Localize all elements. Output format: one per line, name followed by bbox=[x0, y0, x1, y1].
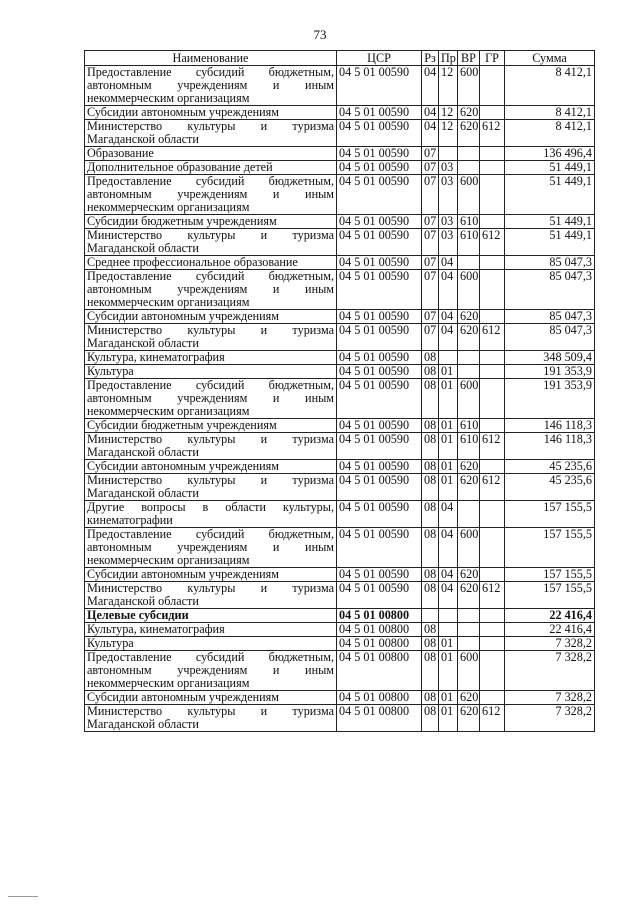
cell-sum: 22 416,4 bbox=[505, 623, 595, 637]
cell-vr: 620 bbox=[458, 474, 480, 501]
cell-gr bbox=[480, 147, 505, 161]
cell-gr bbox=[480, 651, 505, 691]
cell-gr: 612 bbox=[480, 433, 505, 460]
cell-name: Субсидии автономным учреждениям bbox=[85, 568, 337, 582]
cell-sum: 157 155,5 bbox=[505, 582, 595, 609]
cell-gr bbox=[480, 501, 505, 528]
cell-name: Культура bbox=[85, 365, 337, 379]
cell-name: Предоставление субсидий бюджетным, автономным учреждениям и иным некоммерческим организациям bbox=[85, 379, 337, 419]
cell-name: Предоставление субсидий бюджетным, автономным учреждениям и иным некоммерческим организациям bbox=[85, 270, 337, 310]
cell-vr: 610 bbox=[458, 215, 480, 229]
cell-rz: 07 bbox=[422, 215, 439, 229]
table-row bbox=[85, 229, 595, 256]
cell-pr: 12 bbox=[439, 66, 458, 106]
cell-sum: 7 328,2 bbox=[505, 651, 595, 691]
table-row bbox=[85, 419, 595, 433]
header-gr: ГР bbox=[480, 51, 505, 66]
cell-pr bbox=[439, 147, 458, 161]
cell-rz: 07 bbox=[422, 175, 439, 215]
cell-sum: 157 155,5 bbox=[505, 501, 595, 528]
cell-gr bbox=[480, 623, 505, 637]
cell-vr bbox=[458, 161, 480, 175]
cell-gr bbox=[480, 175, 505, 215]
cell-rz: 08 bbox=[422, 582, 439, 609]
cell-name: Культура, кинематография bbox=[85, 351, 337, 365]
cell-pr: 01 bbox=[439, 651, 458, 691]
cell-rz: 08 bbox=[422, 705, 439, 732]
cell-rz: 04 bbox=[422, 66, 439, 106]
cell-gr: 612 bbox=[480, 582, 505, 609]
cell-vr: 610 bbox=[458, 419, 480, 433]
cell-sum: 51 449,1 bbox=[505, 161, 595, 175]
cell-csr: 04 5 01 00590 bbox=[337, 324, 422, 351]
cell-rz: 07 bbox=[422, 229, 439, 256]
table-row bbox=[85, 379, 595, 419]
cell-gr: 612 bbox=[480, 474, 505, 501]
table-row bbox=[85, 568, 595, 582]
header-csr: ЦСР bbox=[337, 51, 422, 66]
header-row bbox=[85, 51, 595, 66]
cell-gr bbox=[480, 270, 505, 310]
cell-sum: 45 235,6 bbox=[505, 460, 595, 474]
cell-csr: 04 5 01 00590 bbox=[337, 175, 422, 215]
cell-vr: 620 bbox=[458, 106, 480, 120]
cell-pr: 12 bbox=[439, 120, 458, 147]
cell-name: Министерство культуры и туризма Магаданской области bbox=[85, 324, 337, 351]
cell-csr: 04 5 01 00800 bbox=[337, 705, 422, 732]
cell-rz: 04 bbox=[422, 106, 439, 120]
cell-pr: 01 bbox=[439, 705, 458, 732]
cell-csr: 04 5 01 00800 bbox=[337, 651, 422, 691]
table-row bbox=[85, 433, 595, 460]
cell-rz: 08 bbox=[422, 460, 439, 474]
cell-sum: 8 412,1 bbox=[505, 106, 595, 120]
cell-sum: 348 509,4 bbox=[505, 351, 595, 365]
cell-csr: 04 5 01 00800 bbox=[337, 637, 422, 651]
table-row bbox=[85, 623, 595, 637]
cell-name: Субсидии бюджетным учреждениям bbox=[85, 419, 337, 433]
table-row bbox=[85, 270, 595, 310]
header-vr: ВР bbox=[458, 51, 480, 66]
cell-name: Субсидии автономным учреждениям bbox=[85, 310, 337, 324]
cell-csr: 04 5 01 00590 bbox=[337, 106, 422, 120]
header-rz: Рз bbox=[422, 51, 439, 66]
cell-gr bbox=[480, 215, 505, 229]
cell-pr: 03 bbox=[439, 175, 458, 215]
table-row bbox=[85, 609, 595, 623]
cell-vr: 620 bbox=[458, 568, 480, 582]
cell-name: Предоставление субсидий бюджетным, автономным учреждениям и иным некоммерческим организациям bbox=[85, 175, 337, 215]
cell-pr: 04 bbox=[439, 310, 458, 324]
cell-pr: 04 bbox=[439, 256, 458, 270]
cell-vr bbox=[458, 365, 480, 379]
cell-vr: 620 bbox=[458, 310, 480, 324]
cell-rz: 04 bbox=[422, 120, 439, 147]
cell-gr: 612 bbox=[480, 229, 505, 256]
cell-csr: 04 5 01 00800 bbox=[337, 623, 422, 637]
footer-mark bbox=[8, 896, 38, 897]
cell-name: Министерство культуры и туризма Магаданской области bbox=[85, 120, 337, 147]
cell-rz: 08 bbox=[422, 623, 439, 637]
cell-vr: 610 bbox=[458, 433, 480, 460]
table-row bbox=[85, 120, 595, 147]
cell-rz: 07 bbox=[422, 161, 439, 175]
cell-rz: 08 bbox=[422, 365, 439, 379]
table-row bbox=[85, 474, 595, 501]
cell-csr: 04 5 01 00800 bbox=[337, 609, 422, 623]
cell-csr: 04 5 01 00590 bbox=[337, 270, 422, 310]
cell-pr: 04 bbox=[439, 568, 458, 582]
table-row bbox=[85, 106, 595, 120]
cell-csr: 04 5 01 00590 bbox=[337, 501, 422, 528]
cell-sum: 8 412,1 bbox=[505, 66, 595, 106]
table-row bbox=[85, 582, 595, 609]
table-row bbox=[85, 324, 595, 351]
cell-sum: 8 412,1 bbox=[505, 120, 595, 147]
cell-pr: 01 bbox=[439, 637, 458, 651]
cell-pr: 01 bbox=[439, 460, 458, 474]
cell-vr: 610 bbox=[458, 229, 480, 256]
cell-name: Субсидии автономным учреждениям bbox=[85, 460, 337, 474]
cell-csr: 04 5 01 00590 bbox=[337, 351, 422, 365]
cell-csr: 04 5 01 00590 bbox=[337, 433, 422, 460]
cell-gr bbox=[480, 528, 505, 568]
cell-rz: 08 bbox=[422, 433, 439, 460]
cell-rz: 08 bbox=[422, 528, 439, 568]
cell-vr bbox=[458, 623, 480, 637]
cell-gr bbox=[480, 691, 505, 705]
table-row bbox=[85, 691, 595, 705]
cell-gr bbox=[480, 106, 505, 120]
table-row bbox=[85, 256, 595, 270]
cell-csr: 04 5 01 00590 bbox=[337, 365, 422, 379]
cell-rz: 07 bbox=[422, 310, 439, 324]
cell-vr: 620 bbox=[458, 582, 480, 609]
cell-sum: 85 047,3 bbox=[505, 310, 595, 324]
cell-vr: 600 bbox=[458, 175, 480, 215]
cell-gr bbox=[480, 310, 505, 324]
cell-vr: 620 bbox=[458, 460, 480, 474]
cell-pr: 01 bbox=[439, 691, 458, 705]
header-sum: Сумма bbox=[505, 51, 595, 66]
table-row bbox=[85, 215, 595, 229]
cell-rz: 08 bbox=[422, 691, 439, 705]
cell-gr bbox=[480, 419, 505, 433]
cell-gr: 612 bbox=[480, 120, 505, 147]
cell-sum: 191 353,9 bbox=[505, 379, 595, 419]
cell-pr: 01 bbox=[439, 474, 458, 501]
budget-table bbox=[84, 50, 595, 732]
cell-sum: 7 328,2 bbox=[505, 691, 595, 705]
cell-csr: 04 5 01 00590 bbox=[337, 568, 422, 582]
table-row bbox=[85, 460, 595, 474]
cell-sum: 157 155,5 bbox=[505, 528, 595, 568]
cell-pr: 01 bbox=[439, 365, 458, 379]
cell-pr: 01 bbox=[439, 379, 458, 419]
cell-gr bbox=[480, 609, 505, 623]
cell-pr: 04 bbox=[439, 501, 458, 528]
cell-pr bbox=[439, 609, 458, 623]
table-row bbox=[85, 175, 595, 215]
cell-pr: 04 bbox=[439, 528, 458, 568]
cell-name: Министерство культуры и туризма Магаданской области bbox=[85, 474, 337, 501]
cell-rz: 08 bbox=[422, 568, 439, 582]
cell-rz: 08 bbox=[422, 419, 439, 433]
cell-gr: 612 bbox=[480, 705, 505, 732]
cell-name: Субсидии автономным учреждениям bbox=[85, 691, 337, 705]
cell-csr: 04 5 01 00590 bbox=[337, 419, 422, 433]
cell-name: Целевые субсидии bbox=[85, 609, 337, 623]
table-row bbox=[85, 66, 595, 106]
cell-gr: 612 bbox=[480, 324, 505, 351]
table-body bbox=[85, 66, 595, 732]
cell-sum: 157 155,5 bbox=[505, 568, 595, 582]
cell-rz: 07 bbox=[422, 147, 439, 161]
cell-sum: 85 047,3 bbox=[505, 324, 595, 351]
cell-pr: 04 bbox=[439, 582, 458, 609]
cell-csr: 04 5 01 00590 bbox=[337, 528, 422, 568]
cell-pr: 03 bbox=[439, 161, 458, 175]
cell-sum: 7 328,2 bbox=[505, 637, 595, 651]
cell-rz: 08 bbox=[422, 637, 439, 651]
cell-name: Министерство культуры и туризма Магаданской области bbox=[85, 229, 337, 256]
cell-sum: 22 416,4 bbox=[505, 609, 595, 623]
cell-name: Среднее профессиональное образование bbox=[85, 256, 337, 270]
cell-gr bbox=[480, 637, 505, 651]
cell-gr bbox=[480, 568, 505, 582]
cell-name: Министерство культуры и туризма Магаданской области bbox=[85, 582, 337, 609]
cell-name: Министерство культуры и туризма Магаданской области bbox=[85, 433, 337, 460]
cell-name: Другие вопросы в области культуры, кинематографии bbox=[85, 501, 337, 528]
table-row bbox=[85, 528, 595, 568]
cell-vr bbox=[458, 609, 480, 623]
cell-name: Дополнительное образование детей bbox=[85, 161, 337, 175]
table-row bbox=[85, 161, 595, 175]
cell-sum: 7 328,2 bbox=[505, 705, 595, 732]
cell-gr bbox=[480, 66, 505, 106]
cell-rz: 08 bbox=[422, 351, 439, 365]
page-number: 73 bbox=[313, 27, 327, 42]
cell-sum: 191 353,9 bbox=[505, 365, 595, 379]
cell-csr: 04 5 01 00590 bbox=[337, 161, 422, 175]
table-row bbox=[85, 310, 595, 324]
cell-vr bbox=[458, 256, 480, 270]
cell-name: Министерство культуры и туризма Магаданской области bbox=[85, 705, 337, 732]
cell-vr: 620 bbox=[458, 705, 480, 732]
cell-vr: 600 bbox=[458, 270, 480, 310]
cell-sum: 146 118,3 bbox=[505, 433, 595, 460]
cell-pr bbox=[439, 351, 458, 365]
cell-pr: 12 bbox=[439, 106, 458, 120]
cell-vr: 620 bbox=[458, 120, 480, 147]
table-row bbox=[85, 705, 595, 732]
cell-vr: 600 bbox=[458, 528, 480, 568]
cell-vr: 600 bbox=[458, 651, 480, 691]
cell-sum: 51 449,1 bbox=[505, 229, 595, 256]
cell-csr: 04 5 01 00590 bbox=[337, 147, 422, 161]
cell-sum: 45 235,6 bbox=[505, 474, 595, 501]
cell-name: Предоставление субсидий бюджетным, автономным учреждениям и иным некоммерческим организациям bbox=[85, 528, 337, 568]
cell-pr: 04 bbox=[439, 324, 458, 351]
table-row bbox=[85, 147, 595, 161]
cell-csr: 04 5 01 00590 bbox=[337, 474, 422, 501]
cell-vr: 600 bbox=[458, 379, 480, 419]
cell-pr: 01 bbox=[439, 433, 458, 460]
cell-csr: 04 5 01 00800 bbox=[337, 691, 422, 705]
cell-name: Предоставление субсидий бюджетным, автономным учреждениям и иным некоммерческим организациям bbox=[85, 651, 337, 691]
cell-csr: 04 5 01 00590 bbox=[337, 256, 422, 270]
cell-sum: 85 047,3 bbox=[505, 270, 595, 310]
cell-csr: 04 5 01 00590 bbox=[337, 66, 422, 106]
cell-rz: 08 bbox=[422, 379, 439, 419]
cell-gr bbox=[480, 460, 505, 474]
table-row bbox=[85, 365, 595, 379]
cell-csr: 04 5 01 00590 bbox=[337, 582, 422, 609]
cell-csr: 04 5 01 00590 bbox=[337, 310, 422, 324]
cell-gr bbox=[480, 256, 505, 270]
cell-csr: 04 5 01 00590 bbox=[337, 215, 422, 229]
cell-rz: 08 bbox=[422, 651, 439, 691]
cell-rz: 07 bbox=[422, 256, 439, 270]
cell-pr: 01 bbox=[439, 419, 458, 433]
cell-name: Субсидии бюджетным учреждениям bbox=[85, 215, 337, 229]
cell-rz: 07 bbox=[422, 324, 439, 351]
cell-rz: 08 bbox=[422, 474, 439, 501]
cell-vr: 600 bbox=[458, 66, 480, 106]
cell-csr: 04 5 01 00590 bbox=[337, 460, 422, 474]
cell-sum: 146 118,3 bbox=[505, 419, 595, 433]
cell-gr bbox=[480, 351, 505, 365]
cell-pr bbox=[439, 623, 458, 637]
cell-pr: 04 bbox=[439, 270, 458, 310]
cell-pr: 03 bbox=[439, 229, 458, 256]
cell-vr bbox=[458, 351, 480, 365]
cell-vr bbox=[458, 637, 480, 651]
cell-rz bbox=[422, 609, 439, 623]
cell-sum: 51 449,1 bbox=[505, 215, 595, 229]
cell-vr: 620 bbox=[458, 691, 480, 705]
cell-csr: 04 5 01 00590 bbox=[337, 229, 422, 256]
table-row bbox=[85, 501, 595, 528]
cell-name: Предоставление субсидий бюджетным, автономным учреждениям и иным некоммерческим организациям bbox=[85, 66, 337, 106]
cell-name: Субсидии автономным учреждениям bbox=[85, 106, 337, 120]
header-name: Наименование bbox=[85, 51, 337, 66]
cell-sum: 51 449,1 bbox=[505, 175, 595, 215]
cell-gr bbox=[480, 365, 505, 379]
cell-name: Образование bbox=[85, 147, 337, 161]
cell-rz: 07 bbox=[422, 270, 439, 310]
cell-sum: 136 496,4 bbox=[505, 147, 595, 161]
cell-gr bbox=[480, 161, 505, 175]
cell-vr bbox=[458, 501, 480, 528]
cell-name: Культура bbox=[85, 637, 337, 651]
cell-csr: 04 5 01 00590 bbox=[337, 379, 422, 419]
table-row bbox=[85, 637, 595, 651]
header-pr: Пр bbox=[439, 51, 458, 66]
cell-vr bbox=[458, 147, 480, 161]
cell-pr: 03 bbox=[439, 215, 458, 229]
cell-csr: 04 5 01 00590 bbox=[337, 120, 422, 147]
cell-gr bbox=[480, 379, 505, 419]
table-row bbox=[85, 651, 595, 691]
table-row bbox=[85, 351, 595, 365]
cell-sum: 85 047,3 bbox=[505, 256, 595, 270]
cell-vr: 620 bbox=[458, 324, 480, 351]
cell-rz: 08 bbox=[422, 501, 439, 528]
cell-name: Культура, кинематография bbox=[85, 623, 337, 637]
